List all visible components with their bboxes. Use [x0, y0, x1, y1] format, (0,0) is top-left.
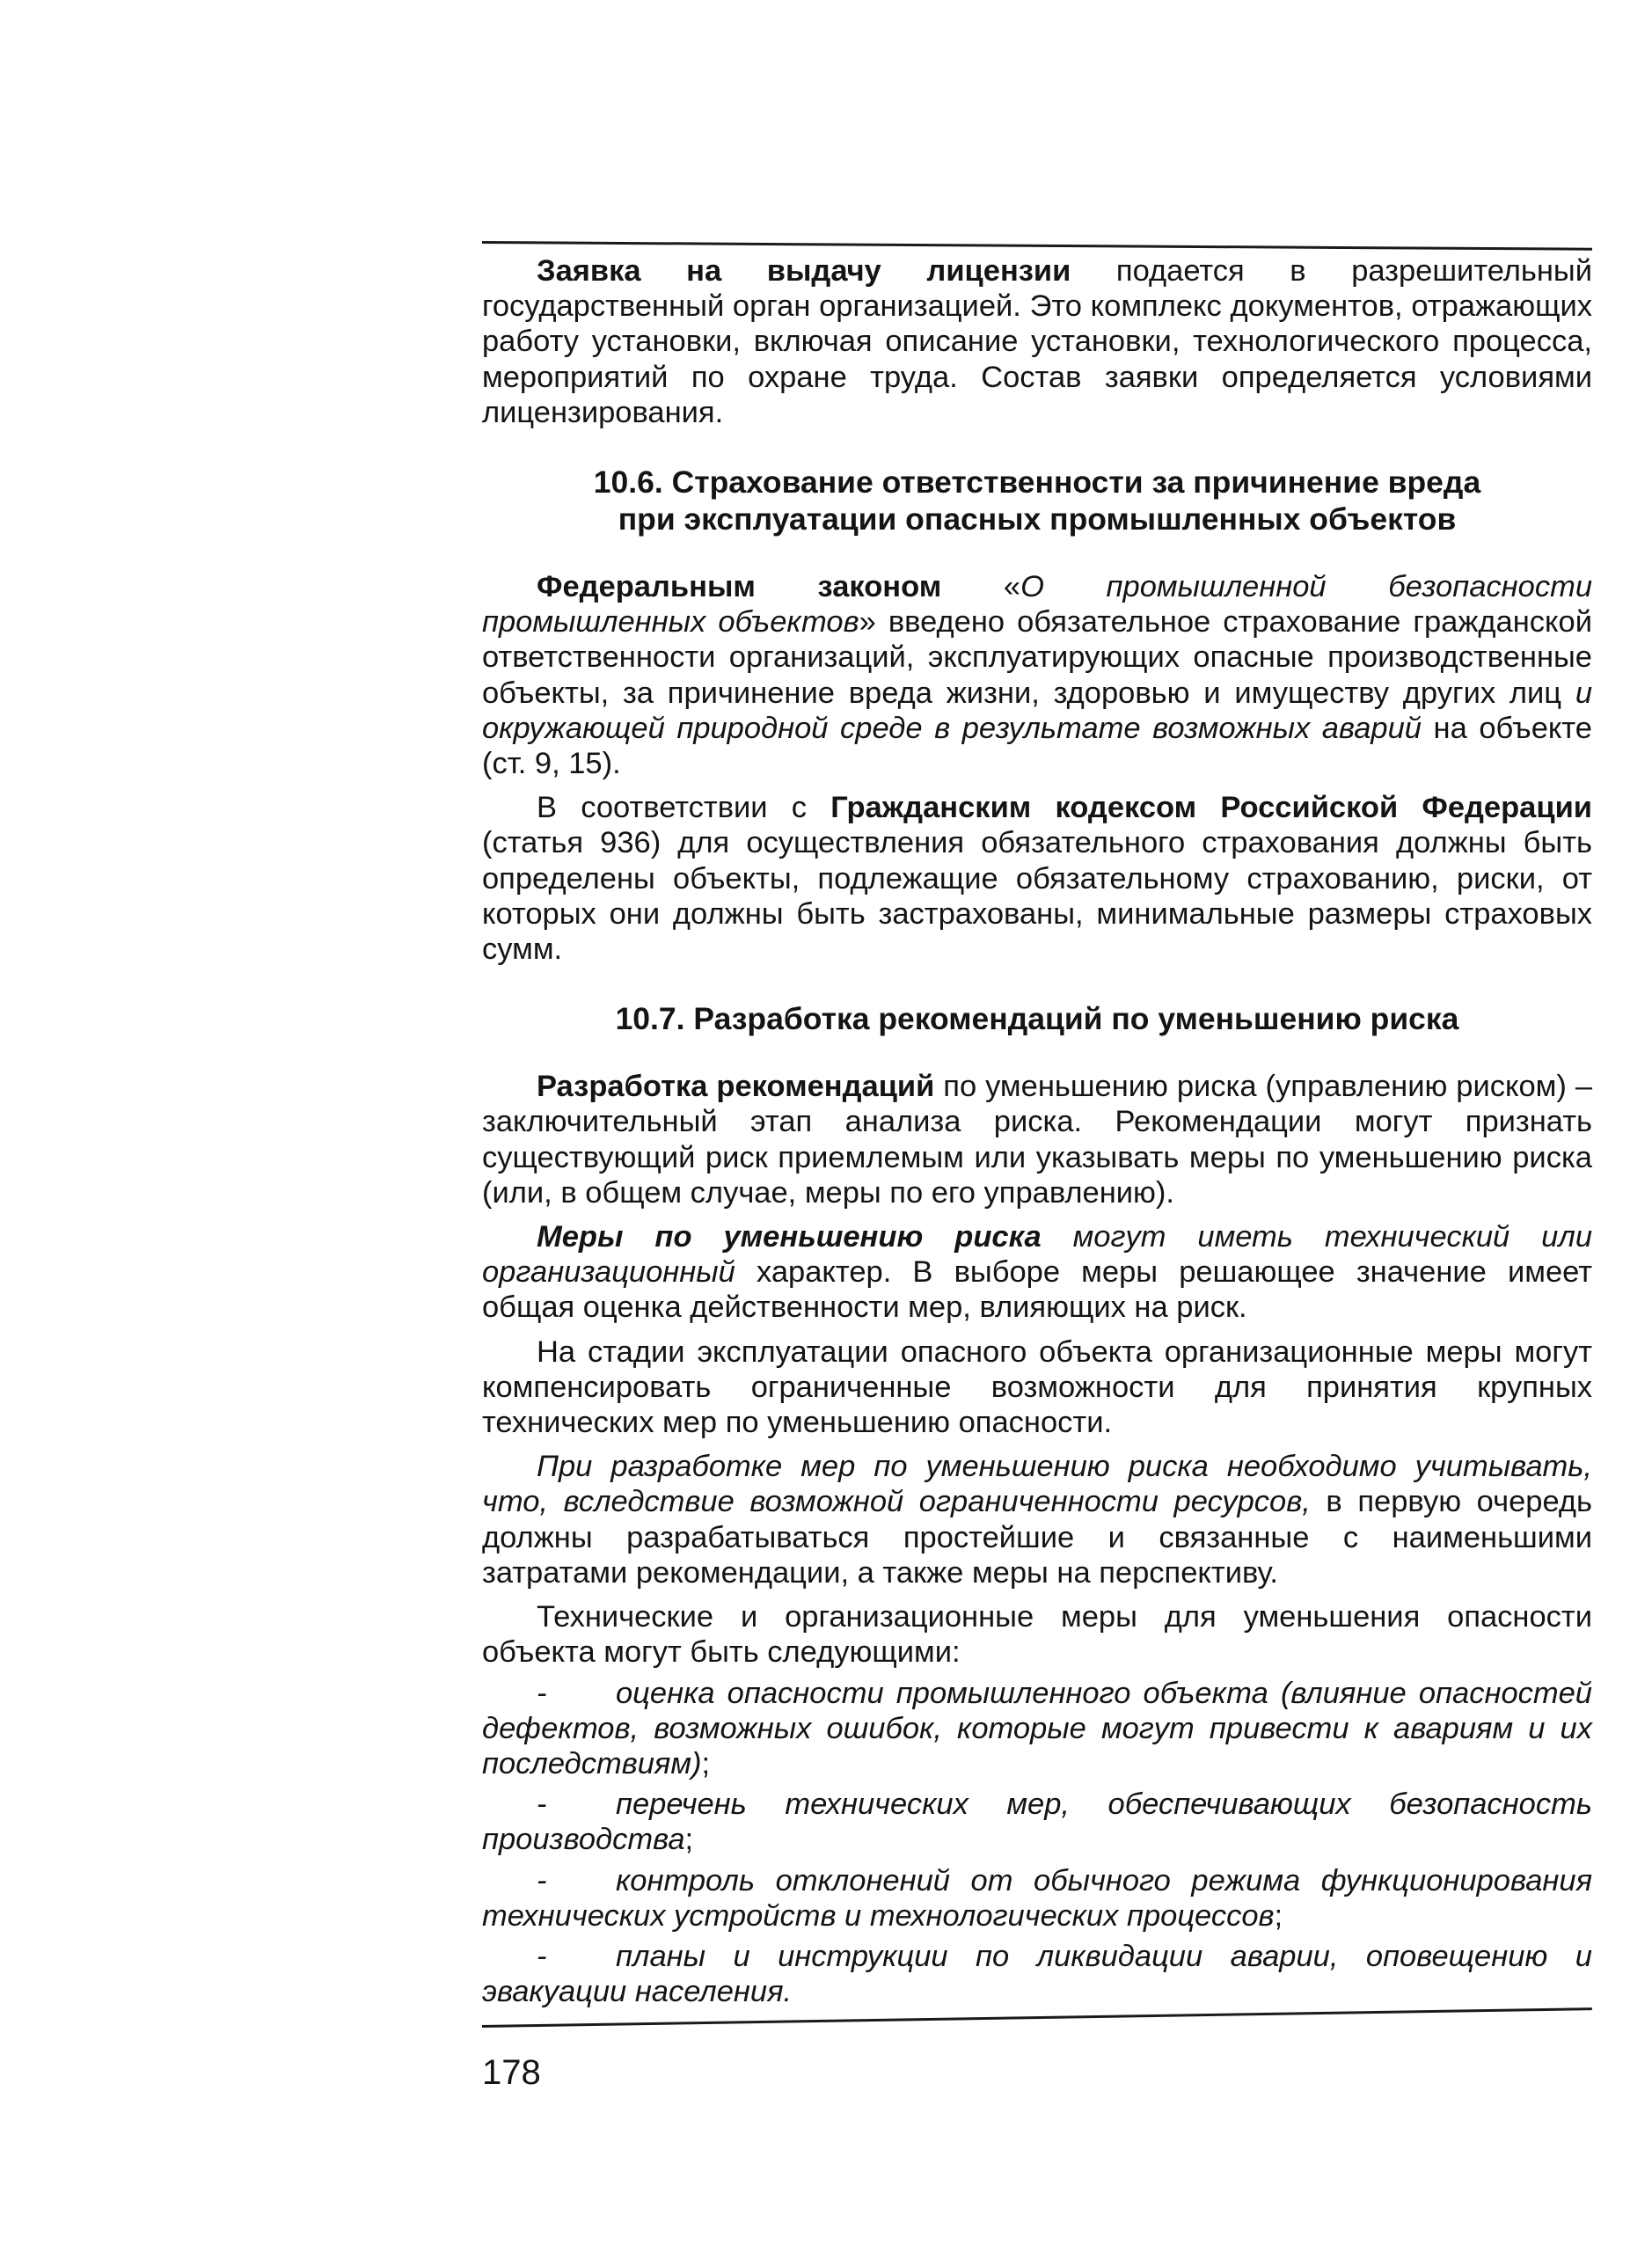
law-title: О промышленной безопасности промышленных объектов: [482, 570, 1593, 640]
development-italic: При разработке мер по уменьшению риска необходимо учитывать, что, вследствие возможной ограниченности ресурсов,: [482, 1450, 1592, 1519]
civil-code-pre: В соответствии с: [537, 791, 831, 825]
list-item-text: планы и инструкции по ликвидации аварии, оповещению и эвакуации населения.: [482, 1939, 1592, 2009]
section-10-6-paragraph-1: [482, 569, 1592, 781]
top-rule: [482, 241, 1592, 251]
section-10-6-heading-line1: 10.6. Страхование ответственности за причинение вреда: [593, 464, 1481, 501]
section-10-7-heading: 10.7. Разработка рекомендаций по уменьшению риска: [615, 1001, 1459, 1037]
section-10-6-heading-line2: при эксплуатации опасных промышленных объектов: [618, 501, 1457, 537]
quote-open: «: [941, 570, 1021, 604]
list-item-text: оценка опасности промышленного объекта (влияние опасностей дефектов, возможных ошибок, которые могут привести к авариям и их последствиям): [482, 1676, 1592, 1780]
list-dash: -: [537, 1939, 547, 1973]
list-item-text: перечень технических мер, обеспечивающих безопасность производства: [482, 1788, 1592, 1857]
intro-lead: Заявка на выдачу лицензии: [537, 254, 1071, 288]
list-item: [482, 1676, 1592, 1782]
recommendations-lead: Разработка рекомендаций: [537, 1070, 935, 1104]
federal-law-text: » введено обязательное страхование гражданской ответственности организаций, эксплуатирующих опасные производственные объекты, за причинение вреда жизни, здоровью и имуществу других лиц: [482, 605, 1592, 710]
risk-measures-text: характер. В выборе меры решающее значение имеет общая оценка действенности мер, влияющих на риск.: [482, 1255, 1592, 1325]
list-item: [482, 1863, 1592, 1934]
list-item-separator: ;: [1274, 1898, 1283, 1933]
list-dash: -: [537, 1863, 547, 1897]
list-dash: -: [537, 1676, 547, 1710]
risk-measures-italic: могут иметь технический или организационный: [482, 1220, 1593, 1290]
section-10-7-paragraph-1: [482, 1069, 1592, 1210]
federal-law-end: на объекте (ст. 9, 15).: [482, 711, 1592, 781]
list-item-text: контроль отклонений от обычного режима функционирования технических устройств и технологических процессов: [482, 1863, 1592, 1933]
page-content: [482, 253, 1592, 2009]
section-10-6-paragraph-2: [482, 790, 1592, 967]
list-item: [482, 1939, 1592, 2009]
list-item-separator: ;: [684, 1823, 694, 1857]
page-number: 178: [482, 2053, 541, 2092]
intro-text: подается в разрешительный государственный орган организацией. Это комплекс документов, отражающих работу установки, включая описание установки, технологического процесса, мероприятий по охране труда. Состав заявки определяется условиями лицензирования.: [482, 254, 1592, 429]
section-10-7-paragraph-4: [482, 1449, 1592, 1590]
civil-code-text: (статья 936) для осуществления обязательного страхования должны быть определены объекты, подлежащие обязательному страхованию, риски, от которых они должны быть застрахованы, минимальные размеры страховых сумм.: [482, 826, 1592, 967]
list-dash: -: [537, 1788, 547, 1822]
bottom-rule: [482, 2007, 1592, 2028]
list-item: [482, 1787, 1592, 1857]
development-text: в первую очередь должны разрабатываться простейшие и связанные с наименьшими затратами рекомендации, а также меры на перспективу.: [482, 1485, 1592, 1590]
section-10-7-paragraph-3: На стадии эксплуатации опасного объекта организационные меры могут компенсировать ограниченные возможности для принятия крупных технических мер по уменьшению опасности.: [482, 1334, 1592, 1440]
federal-law-italic: и окружающей природной среде в результате возможных аварий: [482, 676, 1592, 745]
list-item-separator: ;: [701, 1746, 711, 1780]
intro-paragraph: [482, 253, 1592, 430]
civil-code-bold: Гражданским кодексом Российской Федерации: [830, 791, 1592, 825]
recommendations-text: по уменьшению риска (управлению риском) – заключительный этап анализа риска. Рекомендации могут признать существующий риск приемлемым или указывать меры по уменьшению риска (или, в общем случае, меры по его управлению).: [482, 1070, 1593, 1210]
section-10-7-paragraph-5: Технические и организационные меры для уменьшения опасности объекта могут быть следующими:: [482, 1600, 1592, 1670]
section-10-6-heading: [482, 464, 1592, 537]
federal-law-lead: Федеральным законом: [537, 570, 942, 604]
section-10-7-paragraph-2: [482, 1219, 1592, 1326]
risk-measures-lead: Меры по уменьшению риска: [537, 1220, 1042, 1254]
